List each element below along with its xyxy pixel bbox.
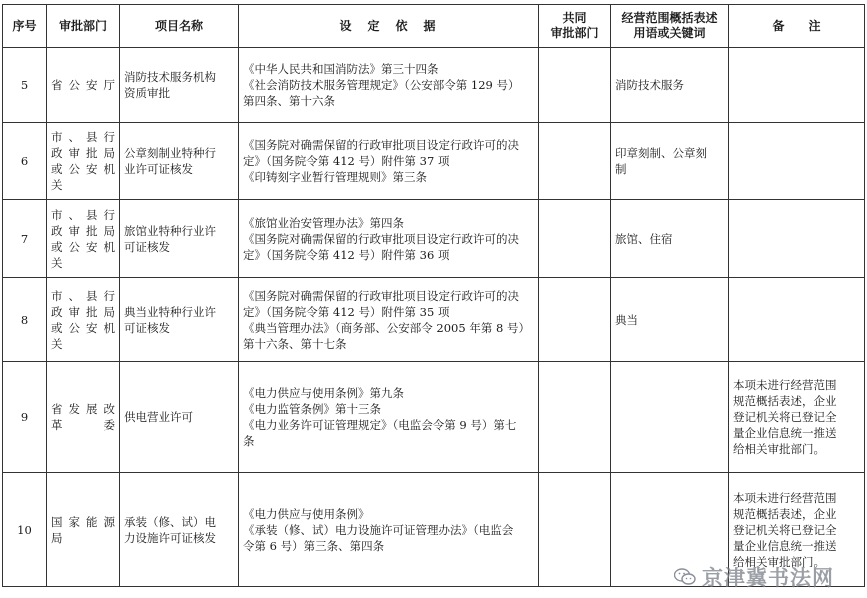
cell-basis-line: 《社会消防技术服务管理规定》（公安部令第 129 号） bbox=[243, 78, 520, 92]
cell-dept bbox=[47, 362, 120, 473]
cell-no: 6 bbox=[3, 123, 47, 200]
cell-dept-line: 关 bbox=[51, 255, 63, 270]
cell-basis-line: 《承装（修、试）电力设施许可证管理办法》（电监会 bbox=[243, 522, 514, 537]
cell-note bbox=[729, 200, 865, 278]
cell-basis-line: 定》（国务院令第 412 号）附件第 37 项 bbox=[243, 154, 450, 168]
header-scope: 经营范围概括表述 用语或关键词 bbox=[611, 5, 729, 48]
cell-basis-line: 《典当管理办法》（商务部、公安部令 2005 年第 8 号） bbox=[243, 320, 530, 335]
cell-item bbox=[120, 362, 239, 473]
cell-dept-line: 局 bbox=[51, 530, 63, 545]
cell-basis bbox=[239, 278, 539, 362]
cell-basis-line: 《国务院对确需保留的行政审批项目设定行政许可的决 bbox=[243, 231, 519, 246]
cell-scope-line: 典当 bbox=[615, 312, 638, 327]
cell-no: 8 bbox=[3, 278, 47, 362]
cell-note-line: 规范概括表述，企业 bbox=[733, 394, 837, 408]
cell-item-line: 业许可证核发 bbox=[124, 162, 193, 176]
cell-basis bbox=[239, 48, 539, 123]
cell-note-line: 登记机关将已登记全 bbox=[733, 522, 837, 537]
cell-basis-line: 《国务院对确需保留的行政审批项目设定行政许可的决 bbox=[243, 288, 519, 303]
cell-dept-line: 市、县行 bbox=[51, 288, 115, 303]
cell-joint bbox=[539, 200, 611, 278]
cell-dept bbox=[47, 473, 120, 587]
cell-dept-line: 国家能源 bbox=[51, 514, 115, 529]
watermark-text: 京津冀书法网 bbox=[702, 566, 834, 590]
header-basis: 设 定 依 据 bbox=[239, 5, 539, 48]
header-no: 序号 bbox=[3, 5, 47, 48]
cell-dept-line: 市、县行 bbox=[51, 207, 115, 222]
cell-basis-line: 《电力业务许可证管理规定》（电监会令第 9 号）第七 bbox=[243, 418, 517, 432]
cell-scope-line: 消防技术服务 bbox=[615, 78, 684, 92]
cell-basis-line: 《旅馆业治安管理办法》第四条 bbox=[243, 215, 404, 230]
cell-dept-line: 市、县行 bbox=[51, 130, 115, 144]
cell-dept-line: 关 bbox=[51, 178, 63, 192]
cell-item-line: 承装（修、试）电 bbox=[124, 514, 216, 529]
cell-basis-line: 《电力供应与使用条例》 bbox=[243, 506, 370, 521]
table-row bbox=[3, 200, 865, 278]
table-row bbox=[3, 123, 865, 200]
cell-item bbox=[120, 48, 239, 123]
cell-joint bbox=[539, 362, 611, 473]
cell-dept bbox=[47, 200, 120, 278]
header-note: 备 注 bbox=[729, 5, 865, 48]
cell-note-line: 量企业信息统一推送 bbox=[733, 426, 837, 440]
cell-dept bbox=[47, 278, 120, 362]
cell-note-line: 给相关审批部门。 bbox=[733, 442, 825, 456]
cell-scope bbox=[611, 48, 729, 123]
cell-no: 7 bbox=[3, 200, 47, 278]
cell-scope-line: 旅馆、住宿 bbox=[615, 231, 673, 246]
table-row bbox=[3, 278, 865, 362]
cell-item bbox=[120, 473, 239, 587]
cell-note bbox=[729, 48, 865, 123]
cell-item bbox=[120, 200, 239, 278]
cell-item-line: 可证核发 bbox=[124, 239, 170, 254]
cell-note-line: 登记机关将已登记全 bbox=[733, 410, 837, 424]
cell-item-line: 典当业特种行业许 bbox=[124, 304, 216, 319]
cell-item-line: 资质审批 bbox=[124, 86, 170, 100]
cell-scope-line: 印章刻制、公章刻 bbox=[615, 146, 707, 160]
cell-dept-line: 或公安机 bbox=[51, 162, 115, 176]
cell-item-line: 旅馆业特种行业许 bbox=[124, 223, 216, 238]
cell-dept-line: 政审批局 bbox=[51, 223, 115, 238]
table-row bbox=[3, 362, 865, 473]
cell-item-line: 消防技术服务机构 bbox=[124, 70, 216, 84]
cell-basis-line: 令第 6 号）第三条、第四条 bbox=[243, 538, 385, 553]
cell-basis-line: 《电力监管条例》第十三条 bbox=[243, 402, 381, 416]
cell-dept-line: 或公安机 bbox=[51, 239, 115, 254]
cell-basis-line: 《电力供应与使用条例》第九条 bbox=[243, 386, 404, 400]
cell-note-line: 本项未进行经营范围 bbox=[733, 490, 837, 505]
cell-joint bbox=[539, 278, 611, 362]
cell-no: 10 bbox=[3, 473, 47, 587]
cell-no: 5 bbox=[3, 48, 47, 123]
cell-note-line: 给相关审批部门。 bbox=[733, 554, 825, 569]
cell-item-line: 供电营业许可 bbox=[124, 410, 193, 424]
cell-basis-line: 定》（国务院令第 412 号）附件第 36 项 bbox=[243, 247, 450, 262]
cell-basis-line: 第四条、第十六条 bbox=[243, 94, 335, 108]
cell-item-line: 公章刻制业特种行 bbox=[124, 146, 216, 160]
cell-dept bbox=[47, 48, 120, 123]
cell-item bbox=[120, 278, 239, 362]
cell-note-line: 规范概括表述，企业 bbox=[733, 506, 837, 521]
cell-note bbox=[729, 362, 865, 473]
header-dept: 审批部门 bbox=[47, 5, 120, 48]
cell-basis bbox=[239, 200, 539, 278]
cell-scope bbox=[611, 362, 729, 473]
cell-dept-line: 或公安机 bbox=[51, 320, 115, 335]
cell-dept bbox=[47, 123, 120, 200]
header-joint: 共同 审批部门 bbox=[539, 5, 611, 48]
cell-basis bbox=[239, 123, 539, 200]
cell-dept-line: 政审批局 bbox=[51, 304, 115, 319]
cell-no: 9 bbox=[3, 362, 47, 473]
cell-scope bbox=[611, 278, 729, 362]
header-item: 项目名称 bbox=[120, 5, 239, 48]
cell-basis-line: 《国务院对确需保留的行政审批项目设定行政许可的决 bbox=[243, 138, 519, 152]
cell-note-line: 本项未进行经营范围 bbox=[733, 378, 837, 392]
cell-note bbox=[729, 123, 865, 200]
header-row bbox=[3, 5, 865, 48]
cell-note bbox=[729, 278, 865, 362]
cell-basis-line: 条 bbox=[243, 434, 255, 448]
cell-item-line: 可证核发 bbox=[124, 320, 170, 335]
cell-dept-line: 关 bbox=[51, 336, 63, 351]
cell-dept-line: 革委 bbox=[51, 418, 115, 432]
cell-scope bbox=[611, 123, 729, 200]
cell-dept-line: 省发展改 bbox=[51, 402, 115, 416]
wechat-icon bbox=[674, 568, 696, 586]
table-row bbox=[3, 48, 865, 123]
cell-joint bbox=[539, 48, 611, 123]
cell-basis bbox=[239, 362, 539, 473]
cell-joint bbox=[539, 473, 611, 587]
cell-joint bbox=[539, 123, 611, 200]
cell-basis-line: 第十六条、第十七条 bbox=[243, 336, 347, 351]
cell-basis-line: 定》（国务院令第 412 号）附件第 35 项 bbox=[243, 304, 450, 319]
cell-note-line: 量企业信息统一推送 bbox=[733, 538, 837, 553]
cell-dept-line: 政审批局 bbox=[51, 146, 115, 160]
cell-scope-line: 制 bbox=[615, 162, 627, 176]
cell-item bbox=[120, 123, 239, 200]
cell-basis bbox=[239, 473, 539, 587]
approval-table bbox=[2, 4, 865, 587]
cell-dept-line: 省公安厅 bbox=[51, 78, 115, 92]
cell-scope bbox=[611, 200, 729, 278]
cell-basis-line: 《印铸刻字业暂行管理规则》第三条 bbox=[243, 170, 427, 184]
cell-basis-line: 《中华人民共和国消防法》第三十四条 bbox=[243, 62, 439, 76]
watermark bbox=[674, 562, 834, 592]
cell-item-line: 力设施许可证核发 bbox=[124, 530, 216, 545]
